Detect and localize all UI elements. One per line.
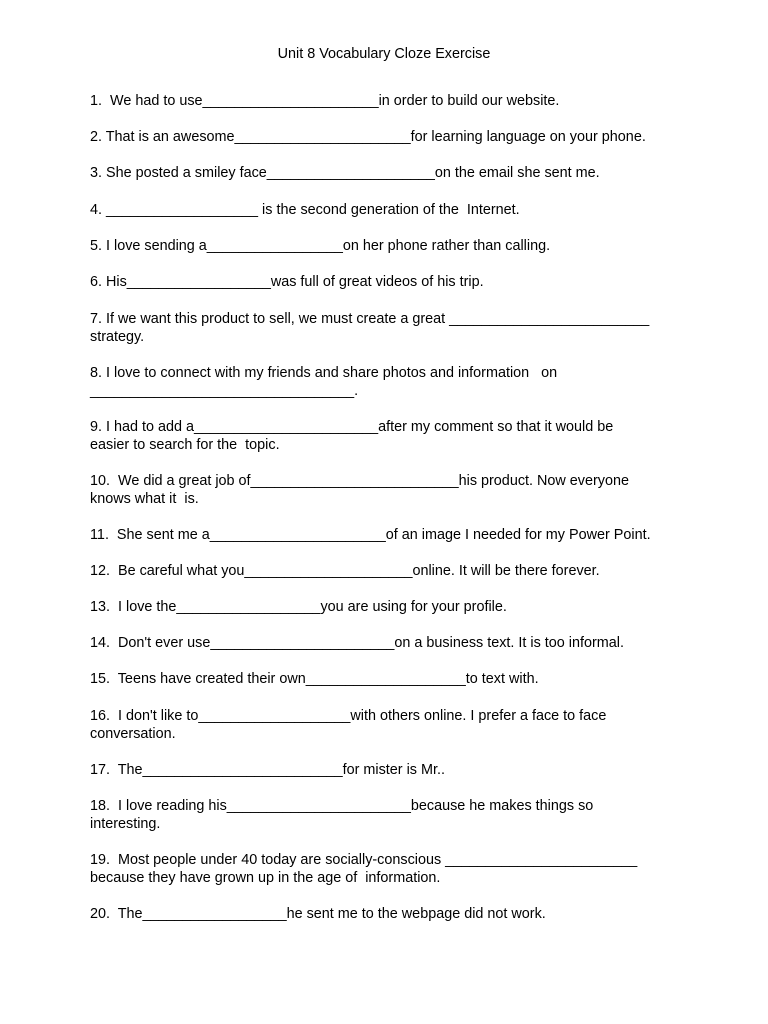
question-12: 12. Be careful what you_____________________online. It will be there forever. bbox=[90, 563, 600, 579]
question-11: 11. She sent me a______________________of an image I needed for my Power Point. bbox=[90, 527, 651, 543]
question-2: 2. That is an awesome______________________for learning language on your phone. bbox=[90, 129, 646, 145]
question-18: 18. I love reading his_______________________because he makes things so interesting. bbox=[90, 798, 594, 832]
question-13: 13. I love the__________________you are using for your profile. bbox=[90, 599, 507, 615]
question-1: 1. We had to use______________________in order to build our website. bbox=[90, 93, 560, 109]
page-title: Unit 8 Vocabulary Cloze Exercise bbox=[277, 46, 491, 62]
question-15: 15. Teens have created their own____________________to text with. bbox=[90, 671, 539, 687]
question-4: 4. ___________________ is the second generation of the Internet. bbox=[90, 202, 520, 218]
question-9: 9. I had to add a_______________________after my comment so that it would be easier to search for the topic. bbox=[90, 419, 614, 453]
question-8: 8. I love to connect with my friends and share photos and information on _________________________________. bbox=[90, 365, 558, 399]
question-5: 5. I love sending a_________________on her phone rather than calling. bbox=[90, 238, 551, 254]
question-3: 3. She posted a smiley face_____________________on the email she sent me. bbox=[90, 165, 600, 181]
question-6: 6. His__________________was full of great videos of his trip. bbox=[90, 274, 484, 290]
question-10: 10. We did a great job of__________________________his product. Now everyone knows what it is. bbox=[90, 473, 629, 507]
question-19: 19. Most people under 40 today are socially-conscious ________________________ because they have grown up in the age of information. bbox=[90, 852, 638, 886]
question-7: 7. If we want this product to sell, we must create a great _________________________ strategy. bbox=[90, 311, 650, 345]
question-17: 17. The_________________________for mister is Mr.. bbox=[90, 762, 445, 778]
question-20: 20. The__________________he sent me to the webpage did not work. bbox=[90, 906, 546, 922]
question-16: 16. I don't like to___________________with others online. I prefer a face to face conversation. bbox=[90, 708, 607, 742]
question-14: 14. Don't ever use_______________________on a business text. It is too informal. bbox=[90, 635, 624, 651]
